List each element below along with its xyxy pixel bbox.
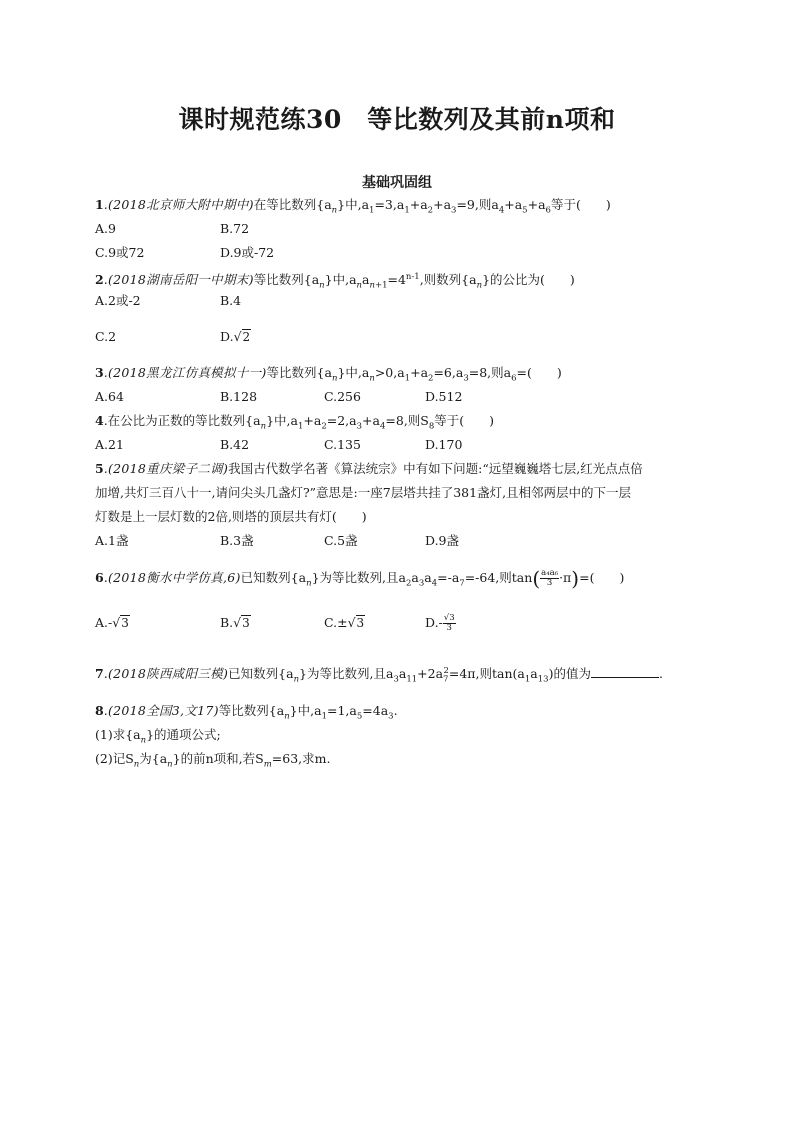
option-a[interactable]: A.64: [95, 389, 124, 404]
option-d[interactable]: D.512: [425, 389, 463, 404]
option-b[interactable]: B.4: [220, 293, 242, 308]
option-c[interactable]: C.5盏: [324, 533, 358, 548]
question-7: 7.(2018陕西咸阳三模)已知数列$\{a_n\}$为等比数列,且$a_3a_{11}+2a_7^2=4\pi$,则$\tan(a_1a_{13})$的值为 .: [95, 666, 663, 685]
option-a[interactable]: A.1盏: [95, 533, 129, 548]
sqrt-symbol: √2: [233, 329, 251, 344]
option-c[interactable]: C.256: [324, 389, 361, 404]
option-c[interactable]: C.2: [95, 329, 117, 344]
question-3: 3.(2018黑龙江仿真模拟十一)等比数列$\{a_n\}$中$,a_n>0,a_1+a_2=6,a_3=8$,则$a_6=$( ): [95, 365, 562, 384]
option-c[interactable]: C.135: [324, 437, 361, 452]
section-heading: 基础巩固组: [362, 175, 432, 191]
option-b[interactable]: B.√3: [220, 615, 250, 630]
question-8-part-2: (2)记$S_n$为$\{a_n\}$的前n项和,若$S_m=63$,求m.: [95, 751, 331, 770]
option-d[interactable]: D.√2: [220, 329, 251, 344]
option-c[interactable]: C.±√3: [324, 615, 365, 630]
question-8-part-1: (1)求$\{a_n\}$的通项公式;: [95, 727, 221, 746]
option-a[interactable]: A.-√3: [95, 615, 129, 630]
page-title: 课时规范练30 等比数列及其前n项和: [178, 105, 616, 134]
option-d[interactable]: D.- $\frac{√3}{3}$: [425, 613, 455, 633]
question-6: 6.(2018衡水中学仿真,6)已知数列$\{a_n\}$为等比数列,且$a_2a_3a_4=-a_7=-64$,则tan( $\frac{\text{a₄a₆}}{3}$ ·π)=( ): [95, 566, 625, 591]
option-b[interactable]: B.72: [220, 221, 250, 236]
question-5-line-1: 5.(2018重庆梁子二调)我国古代数学名著《算法统宗》中有如下问题:“远望巍巍塔七层,红光点点倍: [95, 461, 643, 476]
option-d[interactable]: D.170: [425, 437, 463, 452]
option-a[interactable]: A.2或-2: [95, 293, 141, 308]
option-b[interactable]: B.42: [220, 437, 250, 452]
option-d[interactable]: D.9盏: [425, 533, 460, 548]
question-2: 2.(2018湖南岳阳一中期末)等比数列$\{a_n\}$中$,a_na_{n+1}=4^{n-1}$,则数列$\{a_n\}$的公比为( ): [95, 272, 575, 291]
option-c[interactable]: C.9或72: [95, 245, 145, 260]
option-a[interactable]: A.9: [95, 221, 116, 236]
fraction: $\frac{\text{a₄a₆}}{3}$: [541, 568, 559, 588]
question-5-line-2: 加增,共灯三百八十一,请问尖头几盏灯?”意思是:一座7层塔共挂了381盏灯,且相邻两层中的下一层: [95, 485, 632, 500]
question-1: 1.(2018北京师大附中期中)在等比数列$\{a_n\}$中$,a_1=3,a_1+a_2+a_3=9$,则$a_4+a_5+a_6$等于( ): [95, 197, 611, 216]
sqrt-symbol: √3: [233, 615, 250, 630]
question-5-line-3: 灯数是上一层灯数的2倍,则塔的顶层共有灯( ): [95, 509, 367, 524]
sqrt-symbol: √3: [112, 615, 129, 630]
answer-blank[interactable]: [591, 665, 659, 678]
option-b[interactable]: B.128: [220, 389, 258, 404]
sqrt-symbol: √3: [347, 615, 365, 630]
question-8: 8.(2018全国3,文17)等比数列$\{a_n\}$中$,a_1=1,a_5=4a_3$.: [95, 703, 398, 722]
option-b[interactable]: B.3盏: [220, 533, 254, 548]
option-d[interactable]: D.9或-72: [220, 245, 275, 260]
question-4: 4.在公比为正数的等比数列$\{a_n\}$中$,a_1+a_2=2,a_3+a_4=8$,则$S_8$等于( ): [95, 413, 495, 432]
fraction: $\frac{√3}{3}$: [443, 613, 455, 633]
option-a[interactable]: A.21: [95, 437, 124, 452]
